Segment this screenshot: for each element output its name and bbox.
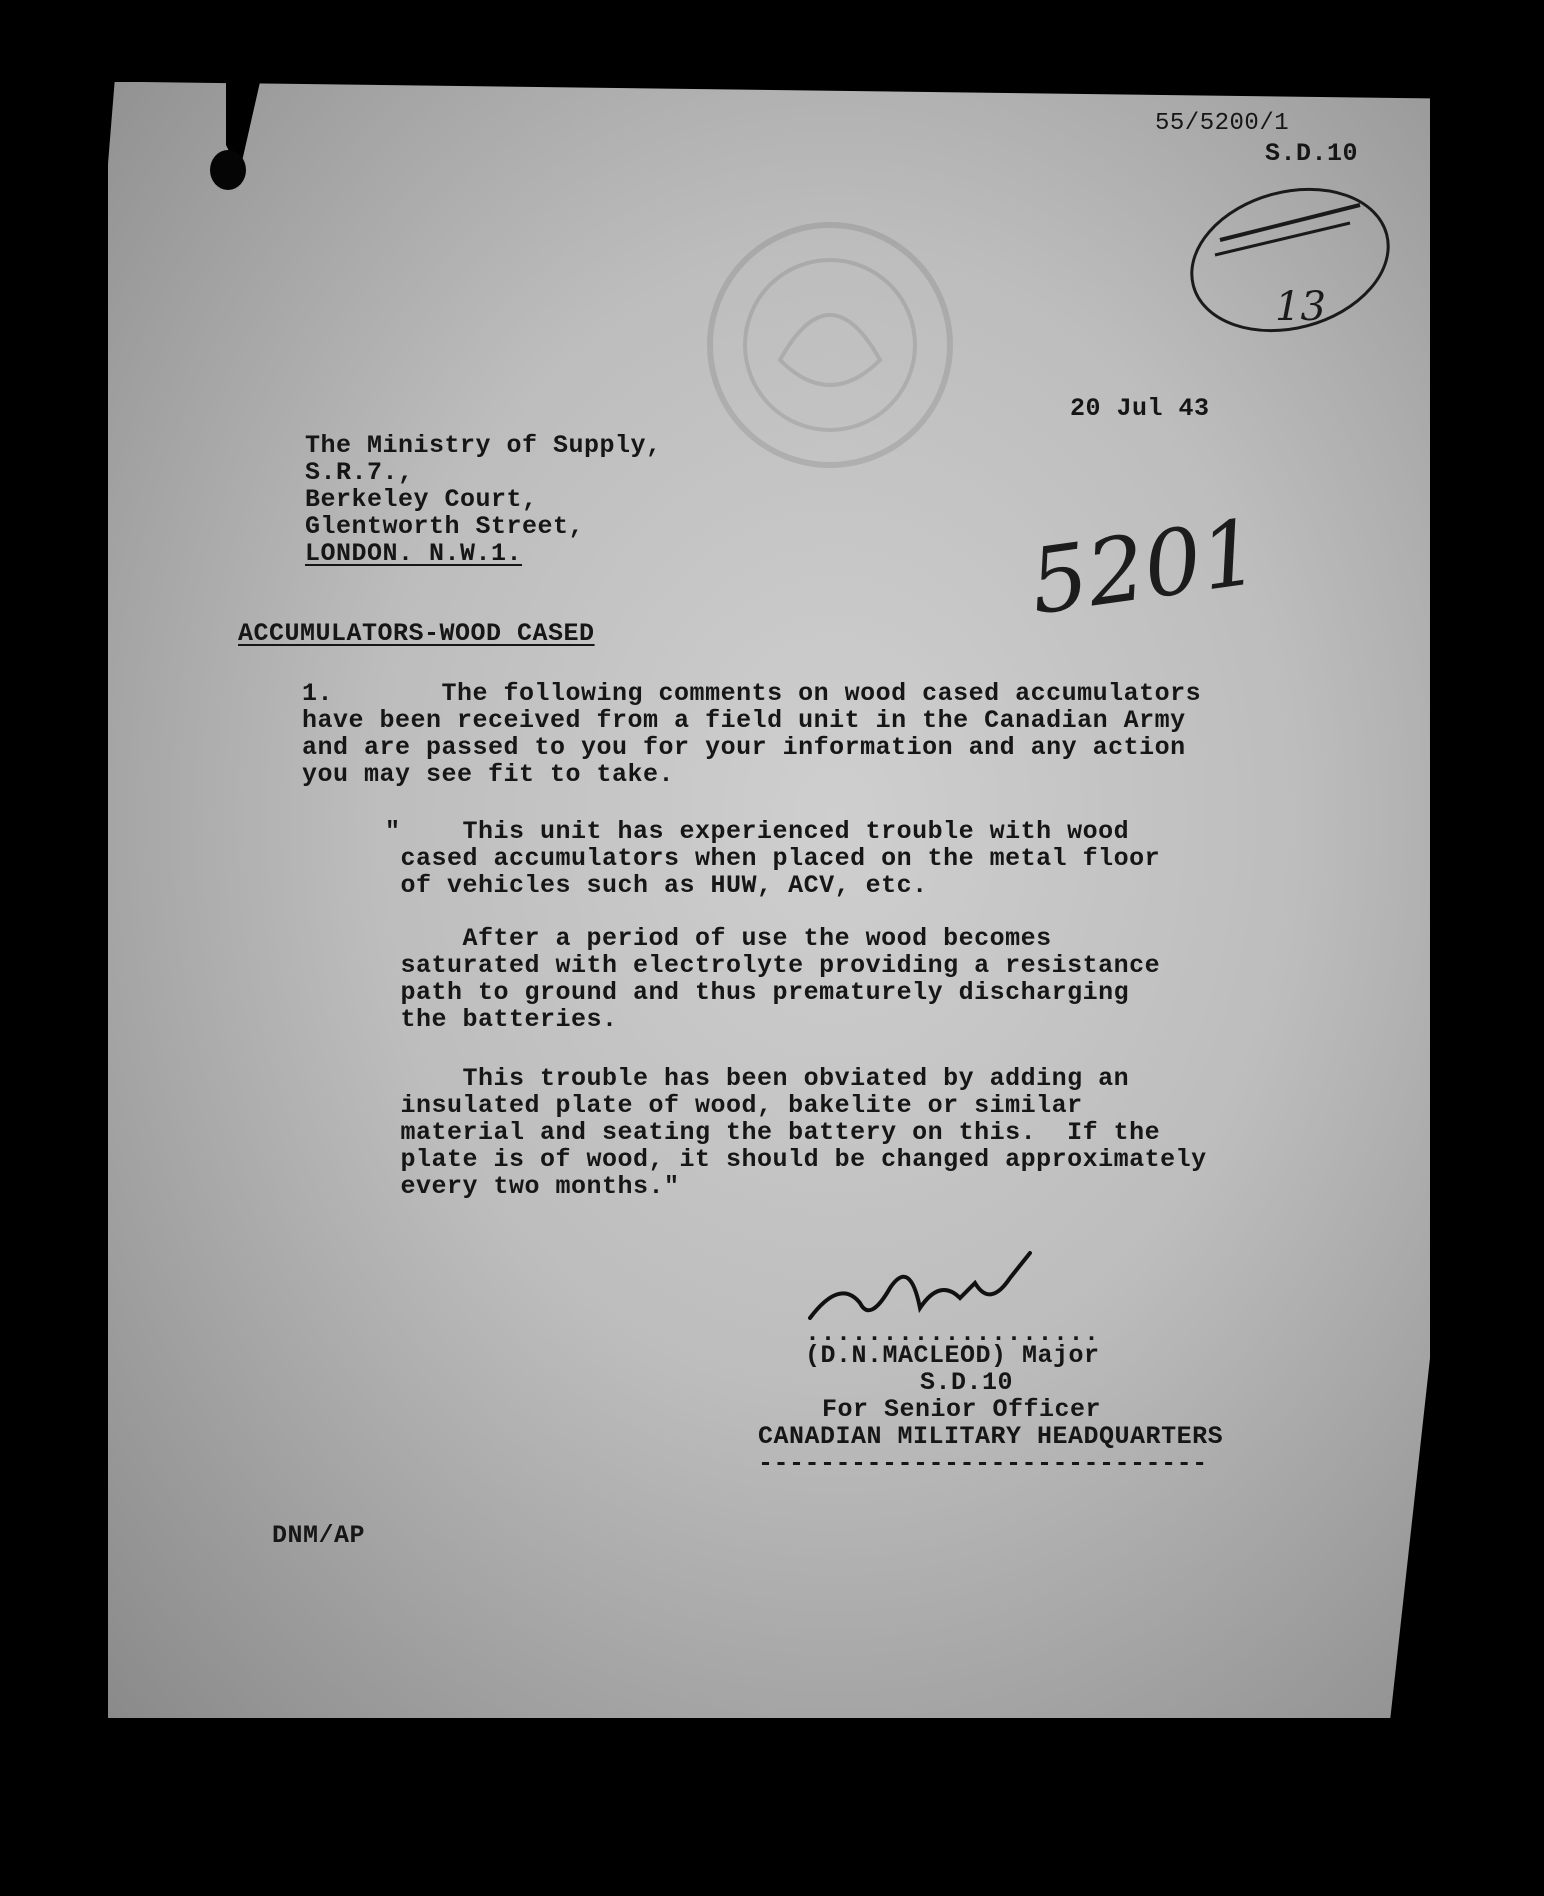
reference-initials: DNM/AP (272, 1521, 366, 1550)
text-line: path to ground and thus prematurely discharging (385, 978, 1130, 1007)
text-line: " This unit has experienced trouble with wood (385, 817, 1130, 846)
quote-paragraph-3 (385, 1065, 1207, 1200)
signatory-name: (D.N.MACLEOD) Major (805, 1341, 1100, 1370)
headquarters-name: CANADIAN MILITARY HEADQUARTERS (758, 1422, 1224, 1451)
address-line-3: Berkeley Court, (305, 485, 538, 514)
signatory-unit: S.D.10 (920, 1368, 1014, 1397)
text-line: every two months." (385, 1172, 680, 1201)
text-line: the batteries. (385, 1005, 618, 1034)
address-line-2: S.R.7., (305, 458, 414, 487)
subject-heading: ACCUMULATORS-WOOD CASED (238, 619, 595, 648)
oval-stamp (1170, 175, 1400, 335)
text-line: 1. The following comments on wood cased accumulators (302, 679, 1202, 708)
text-line: insulated plate of wood, bakelite or similar (385, 1091, 1083, 1120)
signature-dots: ................... (805, 1319, 1100, 1348)
quote-paragraph-1 (385, 818, 1160, 899)
text-line: and are passed to you for your information and any action (302, 733, 1186, 762)
text-line: material and seating the battery on this. If the (385, 1118, 1161, 1147)
text-line: saturated with electrolyte providing a resistance (385, 951, 1161, 980)
punch-hole (210, 150, 246, 190)
faint-seal-watermark (700, 210, 960, 480)
text-line: of vehicles such as HUW, ACV, etc. (385, 871, 928, 900)
letter-date: 20 Jul 43 (1070, 394, 1210, 423)
office-code: S.D.10 (1265, 139, 1359, 168)
address-line-5: LONDON. N.W.1. (305, 539, 523, 568)
text-line: After a period of use the wood becomes (385, 924, 1052, 953)
for-senior-officer: For Senior Officer (822, 1395, 1102, 1424)
text-line: This trouble has been obviated by adding an (385, 1064, 1130, 1093)
file-reference: 55/5200/1 (1155, 110, 1290, 137)
address-line-1: The Ministry of Supply, (305, 431, 662, 460)
text-line: plate is of wood, it should be changed approximately (385, 1145, 1207, 1174)
handwritten-signature (800, 1248, 1080, 1328)
text-line: you may see fit to take. (302, 760, 675, 789)
handwritten-reference: 5201 (1023, 499, 1266, 636)
paragraph-1 (302, 680, 1201, 788)
stamp-number: 13 (1275, 284, 1326, 330)
signature-rule: ----------------------------- (758, 1449, 1208, 1478)
text-line: have been received from a field unit in the Canadian Army (302, 706, 1186, 735)
text-line: cased accumulators when placed on the metal floor (385, 844, 1161, 873)
address-line-4: Glentworth Street, (305, 512, 585, 541)
quote-paragraph-2 (385, 925, 1160, 1033)
